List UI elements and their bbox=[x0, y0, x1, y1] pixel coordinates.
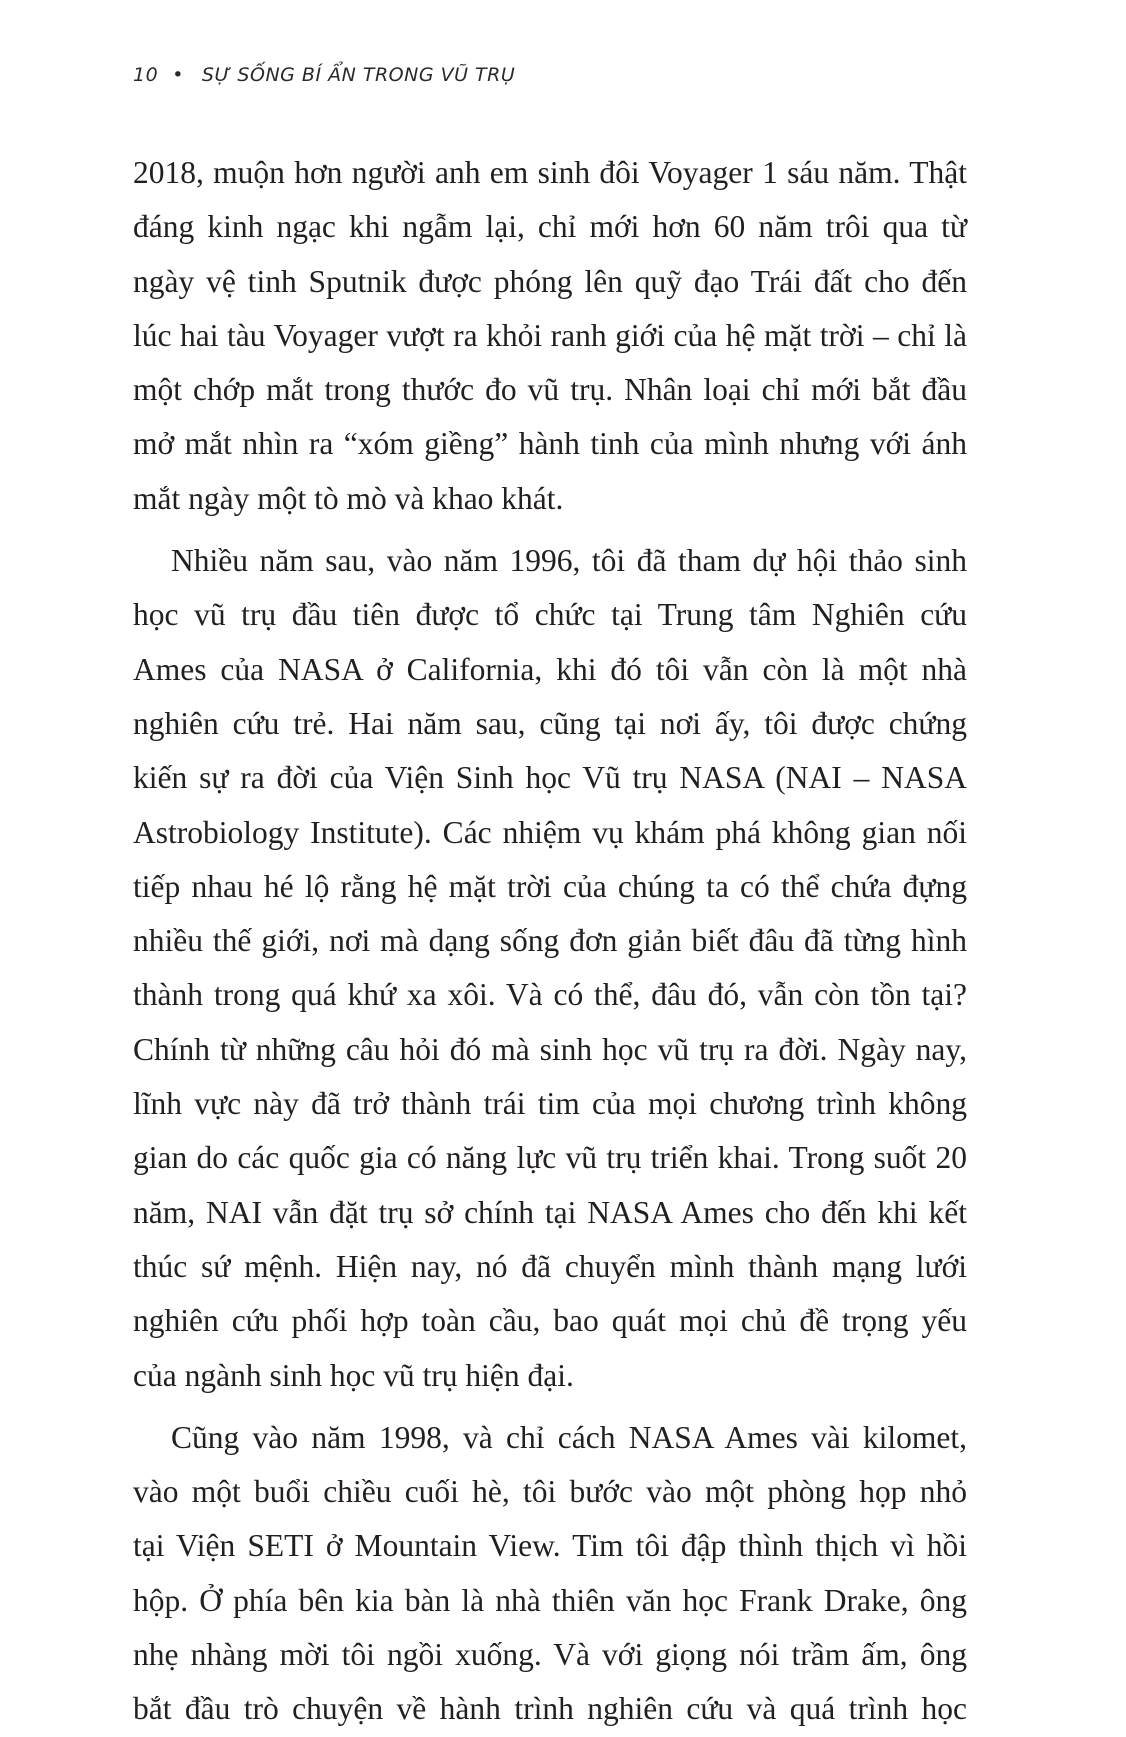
text-line: học vũ trụ đầu tiên được tổ chức tại Trung tâm Nghiên cứu bbox=[133, 597, 967, 633]
text-line: của ngành sinh học vũ trụ hiện đại. bbox=[133, 1357, 574, 1393]
text-line: bắt đầu trò chuyện về hành trình nghiên cứu và quá trình học bbox=[133, 1691, 967, 1727]
text-line: tiếp nhau hé lộ rằng hệ mặt trời của chúng ta có thể chứa đựng bbox=[133, 868, 967, 904]
running-header bbox=[133, 64, 515, 86]
text-line: một chớp mắt trong thước đo vũ trụ. Nhân loại chỉ mới bắt đầu bbox=[133, 372, 967, 408]
text-line: Ames của NASA ở California, khi đó tôi vẫn còn là một nhà bbox=[133, 651, 967, 687]
running-title: SỰ SỐNG BÍ ẨN TRONG VŨ TRỤ bbox=[201, 64, 516, 86]
text-line: Chính từ những câu hỏi đó mà sinh học vũ trụ ra đời. Ngày nay, bbox=[133, 1031, 967, 1067]
text-line: nghiên cứu phối hợp toàn cầu, bao quát mọi chủ đề trọng yếu bbox=[133, 1303, 967, 1339]
text-line: hộp. Ở phía bên kia bàn là nhà thiên văn học Frank Drake, ông bbox=[133, 1582, 967, 1618]
paragraph-gap bbox=[133, 1403, 967, 1411]
text-line: thúc sứ mệnh. Hiện nay, nó đã chuyển mình thành mạng lưới bbox=[133, 1248, 967, 1284]
text-line: vào một buổi chiều cuối hè, tôi bước vào một phòng họp nhỏ bbox=[133, 1474, 967, 1510]
text-line: tại Viện SETI ở Mountain View. Tim tôi đập thình thịch vì hồi bbox=[133, 1528, 967, 1564]
text-line: mắt ngày một tò mò và khao khát. bbox=[133, 480, 564, 516]
header-separator: • bbox=[172, 64, 184, 86]
text-line: mở mắt nhìn ra “xóm giềng” hành tinh của mình nhưng với ánh bbox=[133, 426, 967, 462]
text-line: Astrobiology Institute). Các nhiệm vụ khám phá không gian nối bbox=[133, 814, 967, 850]
paragraph bbox=[133, 1411, 967, 1737]
text-line: đáng kinh ngạc khi ngẫm lại, chỉ mới hơn 60 năm trôi qua từ bbox=[133, 209, 967, 245]
text-line: nhẹ nhàng mời tôi ngồi xuống. Và với giọng nói trầm ấm, ông bbox=[133, 1637, 967, 1673]
paragraph-gap bbox=[133, 526, 967, 534]
text-line: thành trong quá khứ xa xôi. Và có thể, đâu đó, vẫn còn tồn tại? bbox=[133, 977, 967, 1013]
page-number: 10 bbox=[133, 64, 159, 86]
text-line: 2018, muộn hơn người anh em sinh đôi Voyager 1 sáu năm. Thật bbox=[133, 155, 967, 190]
text-line: lĩnh vực này đã trở thành trái tim của mọi chương trình không bbox=[133, 1086, 967, 1122]
text-line: Nhiều năm sau, vào năm 1996, tôi đã tham dự hội thảo sinh bbox=[171, 543, 967, 579]
text-line: kiến sự ra đời của Viện Sinh học Vũ trụ NASA (NAI – NASA bbox=[133, 760, 967, 796]
paragraph bbox=[133, 534, 967, 1403]
text-line: Cũng vào năm 1998, và chỉ cách NASA Ames vài kilomet, bbox=[171, 1419, 967, 1455]
text-line: năm, NAI vẫn đặt trụ sở chính tại NASA Ames cho đến khi kết bbox=[133, 1194, 967, 1230]
text-line: nghiên cứu trẻ. Hai năm sau, cũng tại nơi ấy, tôi được chứng bbox=[133, 705, 967, 741]
page-body bbox=[133, 146, 967, 1737]
text-line: nhiều thế giới, nơi mà dạng sống đơn giản biết đâu đã từng hình bbox=[133, 923, 967, 959]
paragraph bbox=[133, 146, 967, 526]
text-line: ngày vệ tinh Sputnik được phóng lên quỹ đạo Trái đất cho đến bbox=[133, 263, 967, 299]
text-line: lúc hai tàu Voyager vượt ra khỏi ranh giới của hệ mặt trời – chỉ là bbox=[133, 317, 967, 353]
text-line: gian do các quốc gia có năng lực vũ trụ triển khai. Trong suốt 20 bbox=[133, 1140, 967, 1176]
